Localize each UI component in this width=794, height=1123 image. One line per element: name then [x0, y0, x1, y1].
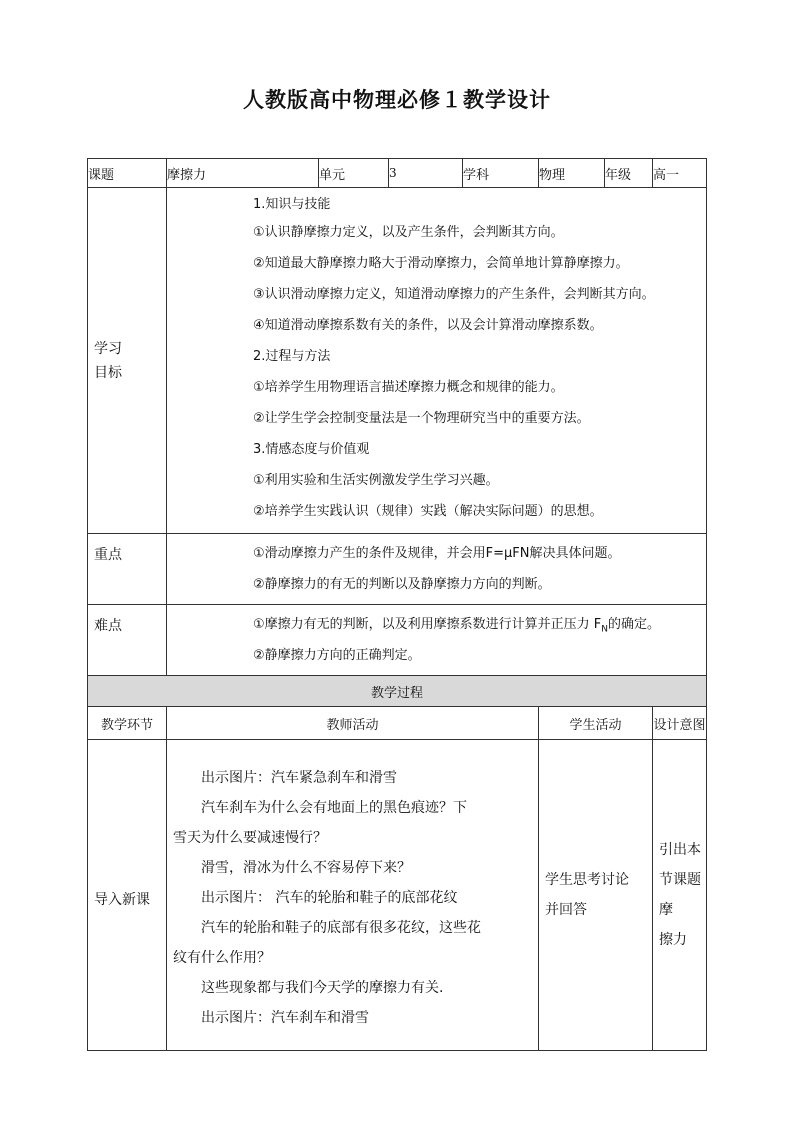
difficulty-text: ①摩擦力有无的判断，以及利用摩擦系数进行计算并正压力 F	[253, 617, 602, 632]
objective-line: ④知道滑动摩擦系数有关的条件，以及会计算滑动摩擦系数。	[253, 318, 603, 333]
objective-line: ②知道最大静摩擦力略大于滑动摩擦力，会简单地计算静摩擦力。	[253, 256, 629, 271]
objective-line: ②培养学生实践认识（规律）实践（解决实际问题）的思想。	[253, 504, 603, 519]
difficulties-content	[167, 605, 707, 676]
objective-line: ①认识静摩擦力定义，以及产生条件，会判断其方向。	[253, 225, 564, 240]
stage-intro: 导入新课	[88, 740, 167, 1051]
topic-value: 摩擦力	[167, 159, 319, 188]
grade-value: 高一	[653, 159, 707, 188]
key-points-label: 重点	[88, 534, 167, 605]
subject-label: 学科	[463, 159, 539, 188]
unit-label: 单元	[319, 159, 389, 188]
intent-line: 引出本节课题摩	[659, 842, 701, 918]
objective-heading-knowledge: 1.知识与技能	[253, 197, 331, 212]
objective-line: ③认识滑动摩擦力定义，知道滑动摩擦力的产生条件，会判断其方向。	[253, 287, 655, 302]
key-points-row	[88, 534, 707, 605]
col-teacher: 教师活动	[167, 707, 539, 740]
objectives-label-line2: 目标	[94, 364, 122, 381]
objective-line: ①培养学生用物理语言描述摩擦力概念和规律的能力。	[253, 380, 564, 395]
teacher-activity	[167, 740, 539, 1051]
teacher-line: 雪天为什么要减速慢行？	[173, 830, 327, 846]
header-row	[88, 159, 707, 188]
topic-label: 课题	[88, 159, 167, 188]
objectives-row	[88, 188, 707, 534]
objectives-content	[167, 188, 707, 534]
unit-value: 3	[389, 159, 463, 188]
student-activity	[539, 740, 653, 1051]
teacher-line: 汽车刹车为什么会有地面上的黑色痕迹？下	[201, 800, 467, 816]
col-stage: 教学环节	[88, 707, 167, 740]
difficulty-text-end: 的确定。	[608, 617, 661, 632]
document-title: 人教版高中物理必修１教学设计	[243, 87, 551, 112]
objective-heading-attitude: 3.情感态度与价值观	[253, 442, 370, 457]
teacher-line: 出示图片：汽车刹车和滑雪	[201, 1010, 369, 1026]
teacher-line: 出示图片： 汽车的轮胎和鞋子的底部花纹	[201, 890, 458, 906]
process-section-row	[88, 676, 707, 707]
difficulty-line: ②静摩擦力方向的正确判定。	[253, 648, 421, 663]
objective-heading-process: 2.过程与方法	[253, 349, 331, 364]
difficulty-subscript: N	[601, 624, 608, 635]
difficulties-row	[88, 605, 707, 676]
objective-line: ②让学生学会控制变量法是一个物理研究当中的重要方法。	[253, 411, 590, 426]
process-row-intro	[88, 740, 707, 1051]
process-column-header	[88, 707, 707, 740]
lesson-plan-table	[87, 158, 707, 1051]
student-line: 并回答	[545, 902, 587, 918]
difficulties-label: 难点	[88, 605, 167, 676]
teacher-line: 汽车的轮胎和鞋子的底部有很多花纹，这些花	[201, 920, 481, 936]
student-line: 学生思考讨论	[545, 872, 629, 888]
teacher-line: 出示图片：汽车紧急刹车和滑雪	[201, 770, 397, 786]
col-intent: 设计意图	[653, 707, 707, 740]
objective-line: ①利用实验和生活实例激发学生学习兴趣。	[253, 473, 499, 488]
objectives-label-line1: 学习	[94, 340, 122, 357]
key-points-content	[167, 534, 707, 605]
teacher-line: 纹有什么作用？	[173, 950, 271, 966]
objectives-label	[88, 188, 167, 534]
key-point-line: ①滑动摩擦力产生的条件及规律，并会用F=μFN解决具体问题。	[253, 546, 621, 561]
design-intent	[653, 740, 707, 1051]
teacher-line: 滑雪，滑冰为什么不容易停下来？	[201, 860, 411, 876]
difficulty-line	[175, 609, 706, 640]
col-student: 学生活动	[539, 707, 653, 740]
process-section-title: 教学过程	[88, 676, 707, 707]
intent-line: 擦力	[659, 932, 687, 948]
grade-label: 年级	[605, 159, 653, 188]
subject-value: 物理	[539, 159, 605, 188]
key-point-line: ②静摩擦力的有无的判断以及静摩擦力方向的判断。	[253, 577, 551, 592]
teacher-line: 这些现象都与我们今天学的摩擦力有关.	[201, 980, 444, 996]
